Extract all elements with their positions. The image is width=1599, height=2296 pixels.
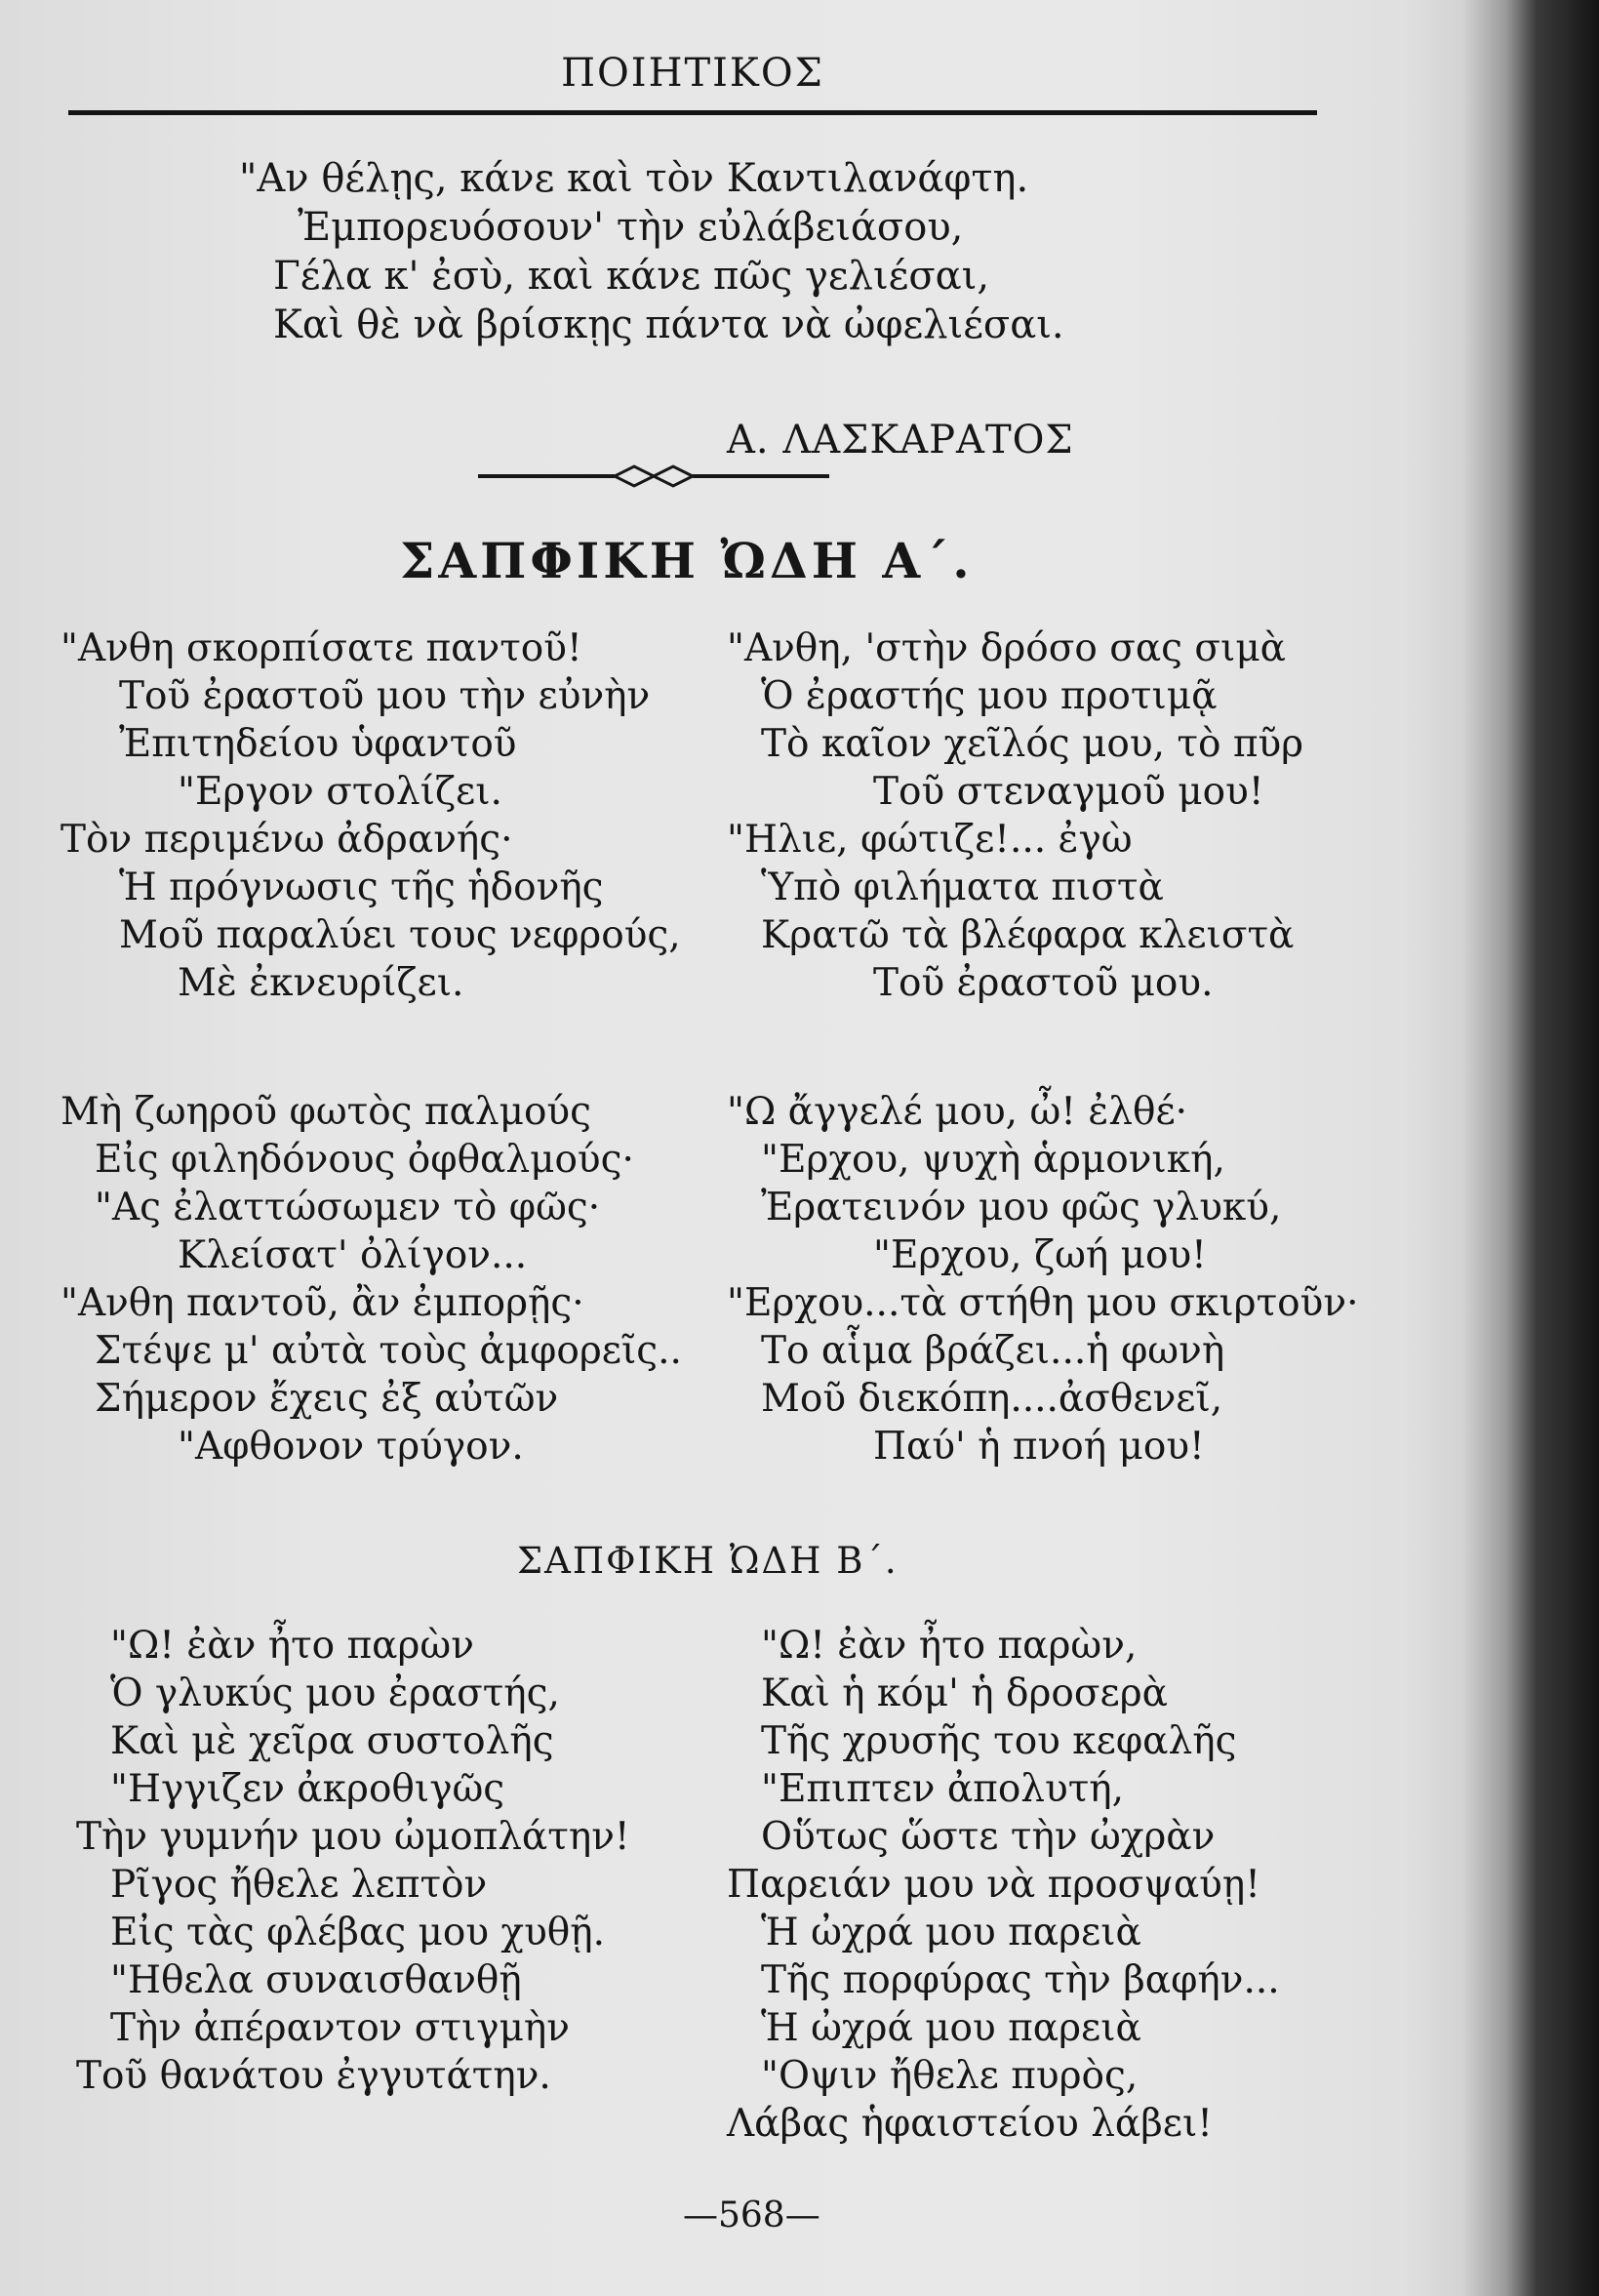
verse-line: Σήμερον ἔχεις ἐξ αὐτῶν xyxy=(95,1377,559,1421)
page-edge-shadow xyxy=(1404,0,1599,2296)
verse-line: "Αφθονον τρύγον. xyxy=(178,1425,524,1469)
verse-line: Ἡ πρόγνωσις τῆς ἡδονῆς xyxy=(119,866,604,909)
verse-line: "Ω ἄγγελέ μου, ὦ! ἐλθέ· xyxy=(727,1090,1188,1134)
verse-line: Στέψε μ' αὐτὰ τοὺς ἀμφορεῖς.. xyxy=(95,1329,682,1373)
verse-line: "Ανθη σκορπίσατε παντοῦ! xyxy=(60,626,582,670)
verse-line: Τὴν ἀπέραντον στιγμὴν xyxy=(110,2006,571,2050)
verse-line: Παύ' ἡ πνοή μου! xyxy=(873,1425,1205,1469)
verse-line: Τὴν γυμνήν μου ὠμοπλάτην! xyxy=(76,1815,630,1859)
epigraph-line: "Αν θέλῃς, κάνε καὶ τὸν Καντιλανάφτη. xyxy=(239,156,1029,201)
verse-line: Οὕτως ὥστε τὴν ὠχρὰν xyxy=(761,1815,1216,1859)
verse-line: "Ω! ἐὰν ἦτο παρὼν, xyxy=(761,1624,1138,1668)
verse-line: Τῆς πορφύρας τὴν βαφήν... xyxy=(761,1958,1280,2002)
verse-line: Ἡ ὠχρά μου παρειὰ xyxy=(761,1911,1141,1954)
verse-line: Λάβας ἡφαιστείου λάβει! xyxy=(727,2102,1213,2146)
verse-line: Ρῖγος ἤθελε λεπτὸν xyxy=(110,1863,488,1907)
ode-b-right xyxy=(727,1622,1280,2148)
verse-line: Εἰς τὰς φλέβας μου χυθῇ. xyxy=(110,1911,606,1954)
verse-line: "Οψιν ἤθελε πυρὸς, xyxy=(761,2054,1139,2098)
verse-line: Μοῦ διεκόπη....ἀσθενεῖ, xyxy=(761,1377,1223,1421)
verse-line: Καὶ μὲ χεῖρα συστολῆς xyxy=(110,1719,554,1763)
verse-line: "Επιπτεν ἀπολυτή, xyxy=(761,1767,1125,1811)
ode-b-left xyxy=(76,1622,630,2100)
verse-line: Ἐπιτηδείου ὑφαντοῦ xyxy=(119,722,517,766)
ode-a-stanza1-right xyxy=(727,624,1303,1007)
verse-line: "Ανθη, 'στὴν δρόσο σας σιμὰ xyxy=(727,626,1287,670)
verse-line: "Ερχου, ζωή μου! xyxy=(873,1233,1207,1277)
ode-a-stanza2-left xyxy=(60,1088,682,1470)
epigraph-line: Ἐμπορευόσουν' τὴν εὐλάβειάσου, xyxy=(298,205,964,250)
verse-line: Κλείσατ' ὀλίγον... xyxy=(178,1233,528,1277)
author-signature: Α. ΛΑΣΚΑΡΑΤΟΣ xyxy=(727,418,1074,463)
verse-line: Τοῦ ἐραστοῦ μου τὴν εὐνὴν xyxy=(119,674,651,718)
ode-a-stanza1-left xyxy=(60,624,681,1007)
ornament-divider xyxy=(478,461,829,492)
verse-line: Τὸ καῖον χεῖλός μου, τὸ πῦρ xyxy=(761,722,1304,766)
verse-line: Τῆς χρυσῆς του κεφαλῆς xyxy=(761,1719,1237,1763)
verse-line: "Ηλιε, φώτιζε!... ἐγὼ xyxy=(727,818,1133,862)
page-number: —568— xyxy=(683,2195,820,2236)
epigraph xyxy=(239,154,1064,349)
verse-line: Εἰς φιληδόνους ὀφθαλμούς· xyxy=(95,1138,634,1182)
verse-line: Το αἷμα βράζει...ἡ φωνὴ xyxy=(761,1329,1225,1373)
verse-line: "Ερχου, ψυχὴ ἁρμονική, xyxy=(761,1138,1225,1182)
verse-line: Τοῦ στεναγμοῦ μου! xyxy=(873,770,1264,814)
verse-line: Μὲ ἐκνευρίζει. xyxy=(178,961,464,1005)
verse-line: Ὁ ἐραστής μου προτιμᾷ xyxy=(761,674,1218,718)
verse-line: Τοῦ θανάτου ἐγγυτάτην. xyxy=(76,2054,551,2098)
verse-line: Καὶ ἡ κόμ' ἡ δροσερὰ xyxy=(761,1672,1168,1715)
verse-line: Τοῦ ἐραστοῦ μου. xyxy=(873,961,1214,1005)
verse-line: "Ω! ἐὰν ἦτο παρὼν xyxy=(110,1624,474,1668)
verse-line: Ὑπὸ φιλήματα πιστὰ xyxy=(761,866,1164,909)
verse-line: Ἐρατεινόν μου φῶς γλυκύ, xyxy=(761,1186,1282,1229)
epigraph-line: Γέλα κ' ἐσὺ, καὶ κάνε πῶς γελιέσαι, xyxy=(273,254,990,299)
verse-line: Μοῦ παραλύει τους νεφρούς, xyxy=(119,913,681,957)
verse-line: "Εργον στολίζει. xyxy=(178,770,502,814)
epigraph-line: Καὶ θὲ νὰ βρίσκῃς πάντα νὰ ὠφελιέσαι. xyxy=(273,302,1064,347)
ode-a-title: ΣΑΠΦΙΚΗ ὨΔΗ Α΄. xyxy=(400,532,974,589)
verse-line: "Ηγγιζεν ἀκροθιγῶς xyxy=(110,1767,505,1811)
ode-b-title: ΣΑΠΦΙΚΗ ὨΔΗ Β΄. xyxy=(517,1540,899,1582)
verse-line: "Ηθελα συναισθανθῇ xyxy=(110,1958,522,2002)
verse-line: Τὸν περιμένω ἀδρανής· xyxy=(60,818,513,862)
verse-line: Ὁ γλυκύς μου ἐραστής, xyxy=(110,1672,560,1715)
verse-line: Ἡ ὠχρά μου παρειὰ xyxy=(761,2006,1141,2050)
verse-line: Παρειάν μου νὰ προσψαύῃ! xyxy=(727,1863,1260,1907)
verse-line: "Ερχου...τὰ στήθη μου σκιρτοῦν· xyxy=(727,1281,1359,1325)
ode-a-stanza2-right xyxy=(727,1088,1358,1470)
verse-line: Κρατῶ τὰ βλέφαρα κλειστὰ xyxy=(761,913,1295,957)
verse-line: Μὴ ζωηροῦ φωτὸς παλμούς xyxy=(60,1090,591,1134)
verse-line: "Ανθη παντοῦ, ἂν ἐμπορῇς· xyxy=(60,1281,584,1325)
verse-line: "Ας ἐλαττώσωμεν τὸ φῶς· xyxy=(95,1186,601,1229)
header-rule xyxy=(68,110,1317,115)
running-title: ΠΟΙΗΤΙΚΟΣ xyxy=(561,51,824,96)
